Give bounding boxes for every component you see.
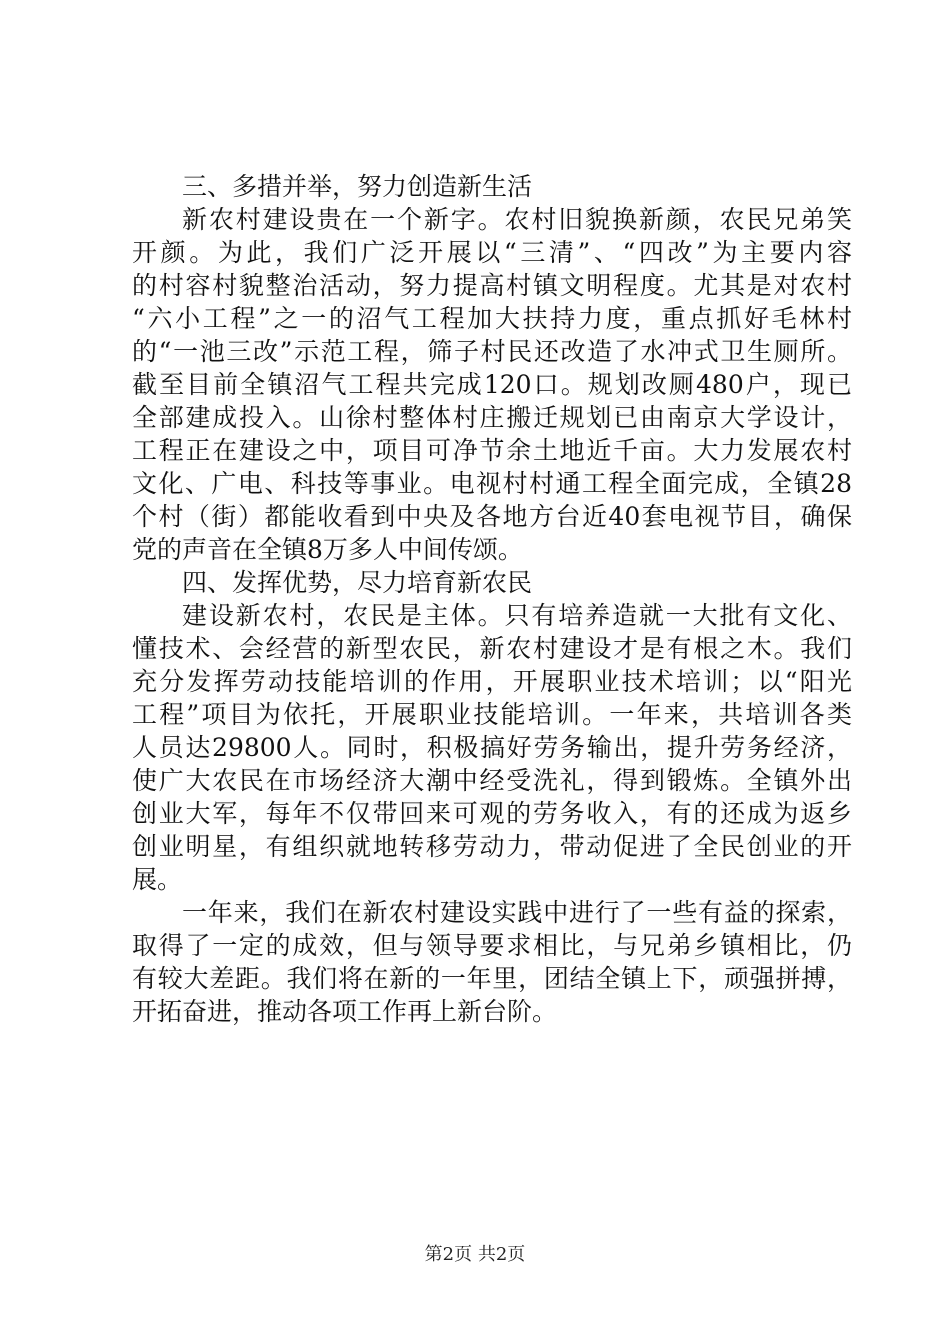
paragraph-line: 创业大军，每年不仅带回来可观的劳务收入，有的还成为返乡: [132, 799, 852, 828]
paragraph-line: 开颜。为此，我们广泛开展以“三清”、“四改”为主要内容: [132, 238, 852, 267]
paragraph-line: 党的声音在全镇8万多人中间传颂。: [132, 535, 523, 564]
paragraph-line: “六小工程”之一的沼气工程加大扶持力度，重点抓好毛林村: [132, 304, 852, 333]
paragraph-line: 开拓奋进，推动各项工作再上新台阶。: [132, 997, 558, 1026]
paragraph-line: 充分发挥劳动技能培训的作用，开展职业技术培训；以“阳光: [132, 667, 852, 696]
paragraph-line: 展。: [132, 865, 183, 894]
paragraph-line: 一年来，我们在新农村建设实践中进行了一些有益的探索，: [182, 898, 852, 927]
paragraph-line: 懂技术、会经营的新型农民，新农村建设才是有根之木。我们: [132, 634, 852, 663]
paragraph-line: 全部建成投入。山徐村整体村庄搬迁规划已由南京大学设计，: [132, 403, 852, 432]
paragraph-line: 截至目前全镇沼气工程共完成120口。规划改厕480户，现已: [132, 370, 852, 399]
paragraph-line: 创业明星，有组织就地转移劳动力，带动促进了全民创业的开: [132, 832, 852, 861]
paragraph-line: 工程正在建设之中，项目可净节余土地近千亩。大力发展农村: [132, 436, 852, 465]
paragraph-line: 文化、广电、科技等事业。电视村村通工程全面完成，全镇28: [132, 469, 852, 498]
document-body: [132, 170, 852, 1028]
paragraph-line: 工程”项目为依托，开展职业技能培训。一年来，共培训各类: [132, 700, 852, 729]
page-footer: 第2页 共2页: [424, 1244, 526, 1265]
paragraph-line: 建设新农村，农民是主体。只有培养造就一大批有文化、: [182, 601, 852, 630]
section-heading: 四、发挥优势，尽力培育新农民: [182, 568, 533, 597]
paragraph-line: 使广大农民在市场经济大潮中经受洗礼，得到锻炼。全镇外出: [132, 766, 852, 795]
section-heading: 三、多措并举，努力创造新生活: [182, 172, 533, 201]
paragraph-line: 的村容村貌整治活动，努力提高村镇文明程度。尤其是对农村: [132, 271, 852, 300]
paragraph-line: 取得了一定的成效，但与领导要求相比，与兄弟乡镇相比，仍: [132, 931, 852, 960]
paragraph-line: 的“一池三改”示范工程，筛子村民还改造了水冲式卫生厕所。: [132, 337, 852, 366]
paragraph-line: 人员达29800人。同时，积极搞好劳务输出，提升劳务经济，: [132, 733, 852, 762]
paragraph-line: 个村（街）都能收看到中央及各地方台近40套电视节目，确保: [132, 502, 852, 531]
paragraph-line: 新农村建设贵在一个新字。农村旧貌换新颜，农民兄弟笑: [182, 205, 852, 234]
paragraph-line: 有较大差距。我们将在新的一年里，团结全镇上下，顽强拼搏，: [132, 964, 852, 993]
